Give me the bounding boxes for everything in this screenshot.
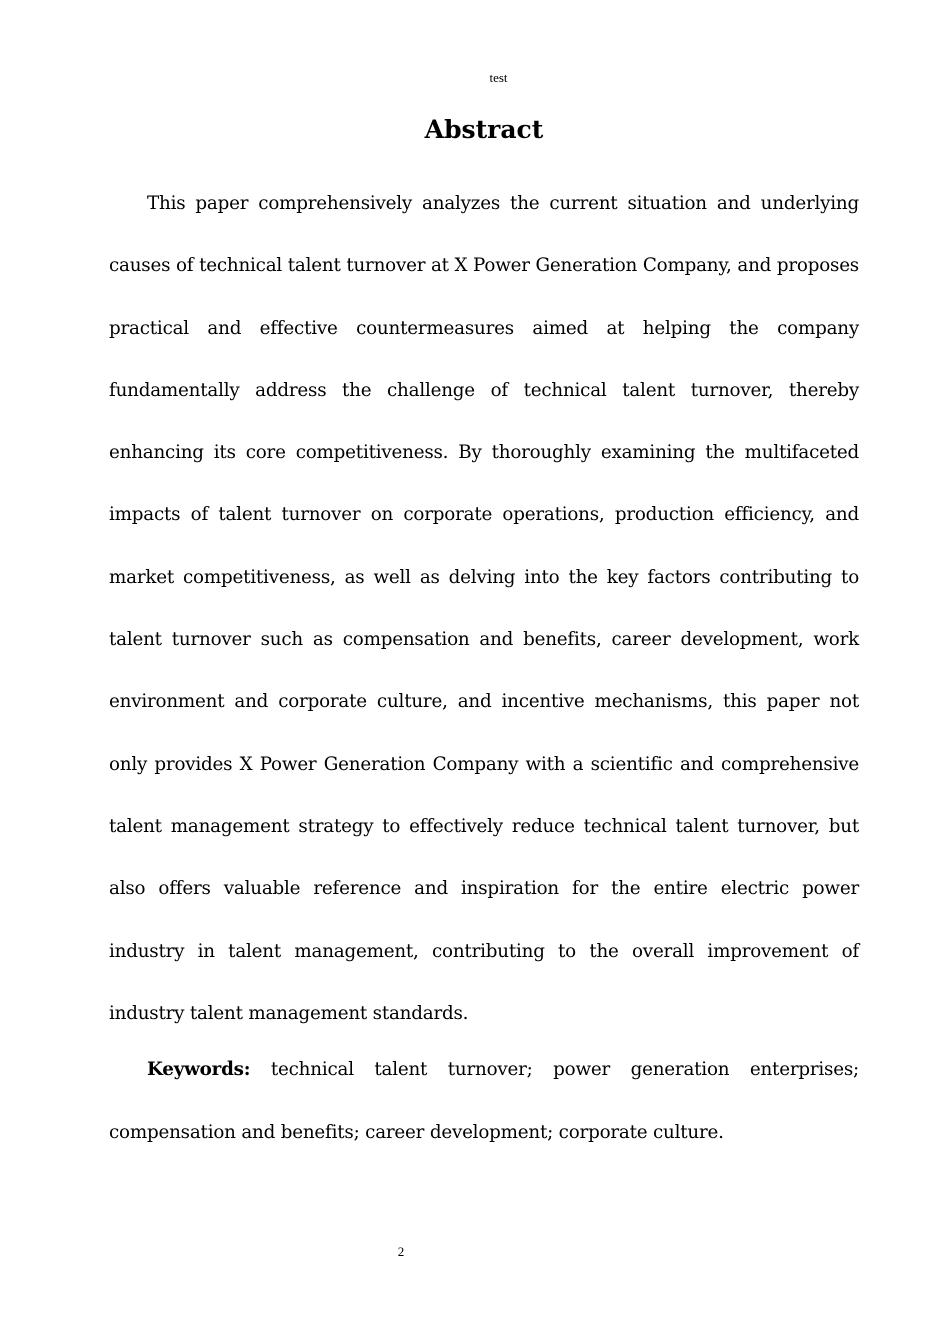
keywords-text: technical talent turnover; power generation enterprises; compensation and benefits; career development; corporate culture. — [109, 1059, 859, 1143]
keywords-paragraph — [109, 1038, 859, 1164]
keywords-label: Keywords: — [147, 1059, 251, 1080]
abstract-body: This paper comprehensively analyzes the current situation and underlying causes of technical talent turnover at X Power Generation Company, and proposes practical and effective countermeasures aimed at helping the company fundamentally address the challenge of technical talent turnover, thereby enhancing its core competitiveness. By thoroughly examining the multifaceted impacts of talent turnover on corporate operations, production efficiency, and market competitiveness, as well as delving into the key factors contributing to talent turnover such as compensation and benefits, career development, work environment and corporate culture, and incentive mechanisms, this paper not only provides X Power Generation Company with a scientific and comprehensive talent management strategy to effectively reduce technical talent turnover, but also offers valuable reference and inspiration for the entire electric power industry in talent management, contributing to the overall improvement of industry talent management standards. — [109, 193, 859, 1024]
page-header: test — [489, 70, 508, 85]
abstract-title: Abstract — [424, 115, 544, 144]
page-number: 2 — [397, 1244, 405, 1259]
